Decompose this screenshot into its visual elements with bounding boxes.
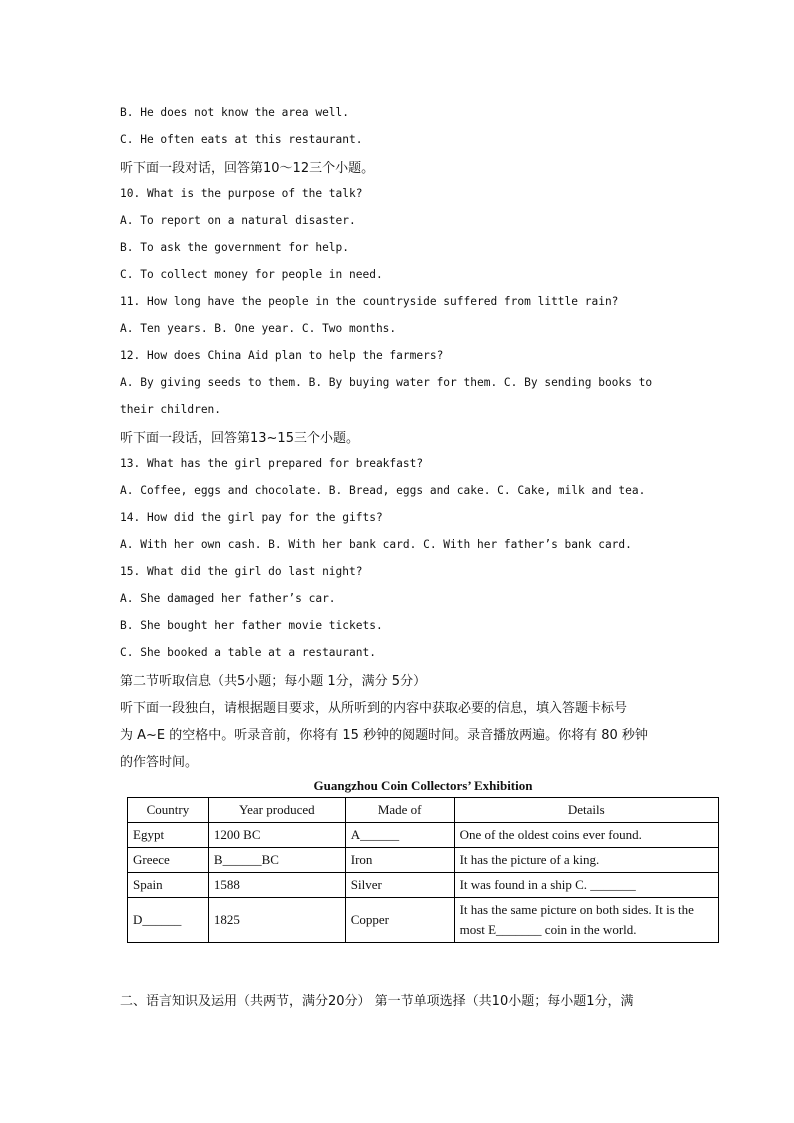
option-line: C. She booked a table at a restaurant. (120, 646, 376, 659)
cell-details: It was found in a ship C. _______ (454, 873, 718, 898)
header-year: Year produced (208, 798, 345, 823)
cell-year: 1588 (208, 873, 345, 898)
option-line: A. Ten years. B. One year. C. Two months. (120, 322, 397, 335)
question-14: 14. How did the girl pay for the gifts? (120, 511, 383, 524)
cell-details: It has the same picture on both sides. It is the most E_______ coin in the world. (454, 898, 718, 943)
header-material: Made of (345, 798, 454, 823)
instruction-paragraph: 为 A~E 的空格中。听录音前，你将有 15 秒钟的阅题时间。录音播放两遍。你将有 80 秒钟 (120, 728, 648, 743)
table-row (128, 823, 719, 848)
cell-details: It has the picture of a king. (454, 848, 718, 873)
header-details: Details (454, 798, 718, 823)
cell-country: Spain (128, 873, 209, 898)
header-country: Country (128, 798, 209, 823)
cell-details: One of the oldest coins ever found. (454, 823, 718, 848)
cell-material: Copper (345, 898, 454, 943)
question-15: 15. What did the girl do last night? (120, 565, 363, 578)
instruction-paragraph: 的作答时间。 (120, 755, 199, 770)
coin-exhibition-table (127, 797, 719, 943)
cell-country: D______ (128, 898, 209, 943)
instruction-paragraph: 听下面一段独白，请根据题目要求，从所听到的内容中获取必要的信息，填入答题卡标号 (120, 701, 628, 716)
question-11: 11. How long have the people in the countryside suffered from little rain? (120, 295, 619, 308)
option-line: A. She damaged her father’s car. (120, 592, 336, 605)
option-line: B. She bought her father movie tickets. (120, 619, 383, 632)
cell-year: 1825 (208, 898, 345, 943)
option-line: A. By giving seeds to them. B. By buying water for them. C. By sending books to (120, 376, 653, 389)
table-row (128, 848, 719, 873)
option-line: their children. (120, 403, 222, 416)
cell-year: B______BC (208, 848, 345, 873)
part-two-heading: 二、语言知识及运用（共两节，满分20分） 第一节单项选择（共10小题；每小题1分，满 (120, 994, 634, 1009)
text-line: C. He often eats at this restaurant. (120, 133, 363, 146)
cell-material: A______ (345, 823, 454, 848)
question-13: 13. What has the girl prepared for breakfast? (120, 457, 424, 470)
section-heading: 第二节听取信息（共5小题；每小题 1分，满分 5分） (120, 674, 427, 689)
option-line: A. To report on a natural disaster. (120, 214, 356, 227)
cell-year: 1200 BC (208, 823, 345, 848)
option-line: A. Coffee, eggs and chocolate. B. Bread, eggs and cake. C. Cake, milk and tea. (120, 484, 646, 497)
table-title: Guangzhou Coin Collectors’ Exhibition (313, 778, 533, 793)
table-header-row (128, 798, 719, 823)
option-line: A. With her own cash. B. With her bank card. C. With her father’s bank card. (120, 538, 632, 551)
section-instruction: 听下面一段对话，回答第10～12三个小题。 (120, 161, 375, 176)
question-12: 12. How does China Aid plan to help the farmers? (120, 349, 444, 362)
table-row (128, 898, 719, 943)
table-row (128, 873, 719, 898)
cell-material: Silver (345, 873, 454, 898)
section-instruction: 听下面一段话，回答第13~15三个小题。 (120, 431, 359, 446)
question-10: 10. What is the purpose of the talk? (120, 187, 363, 200)
option-line: B. To ask the government for help. (120, 241, 350, 254)
text-line: B. He does not know the area well. (120, 106, 350, 119)
cell-material: Iron (345, 848, 454, 873)
cell-country: Greece (128, 848, 209, 873)
cell-country: Egypt (128, 823, 209, 848)
option-line: C. To collect money for people in need. (120, 268, 383, 281)
